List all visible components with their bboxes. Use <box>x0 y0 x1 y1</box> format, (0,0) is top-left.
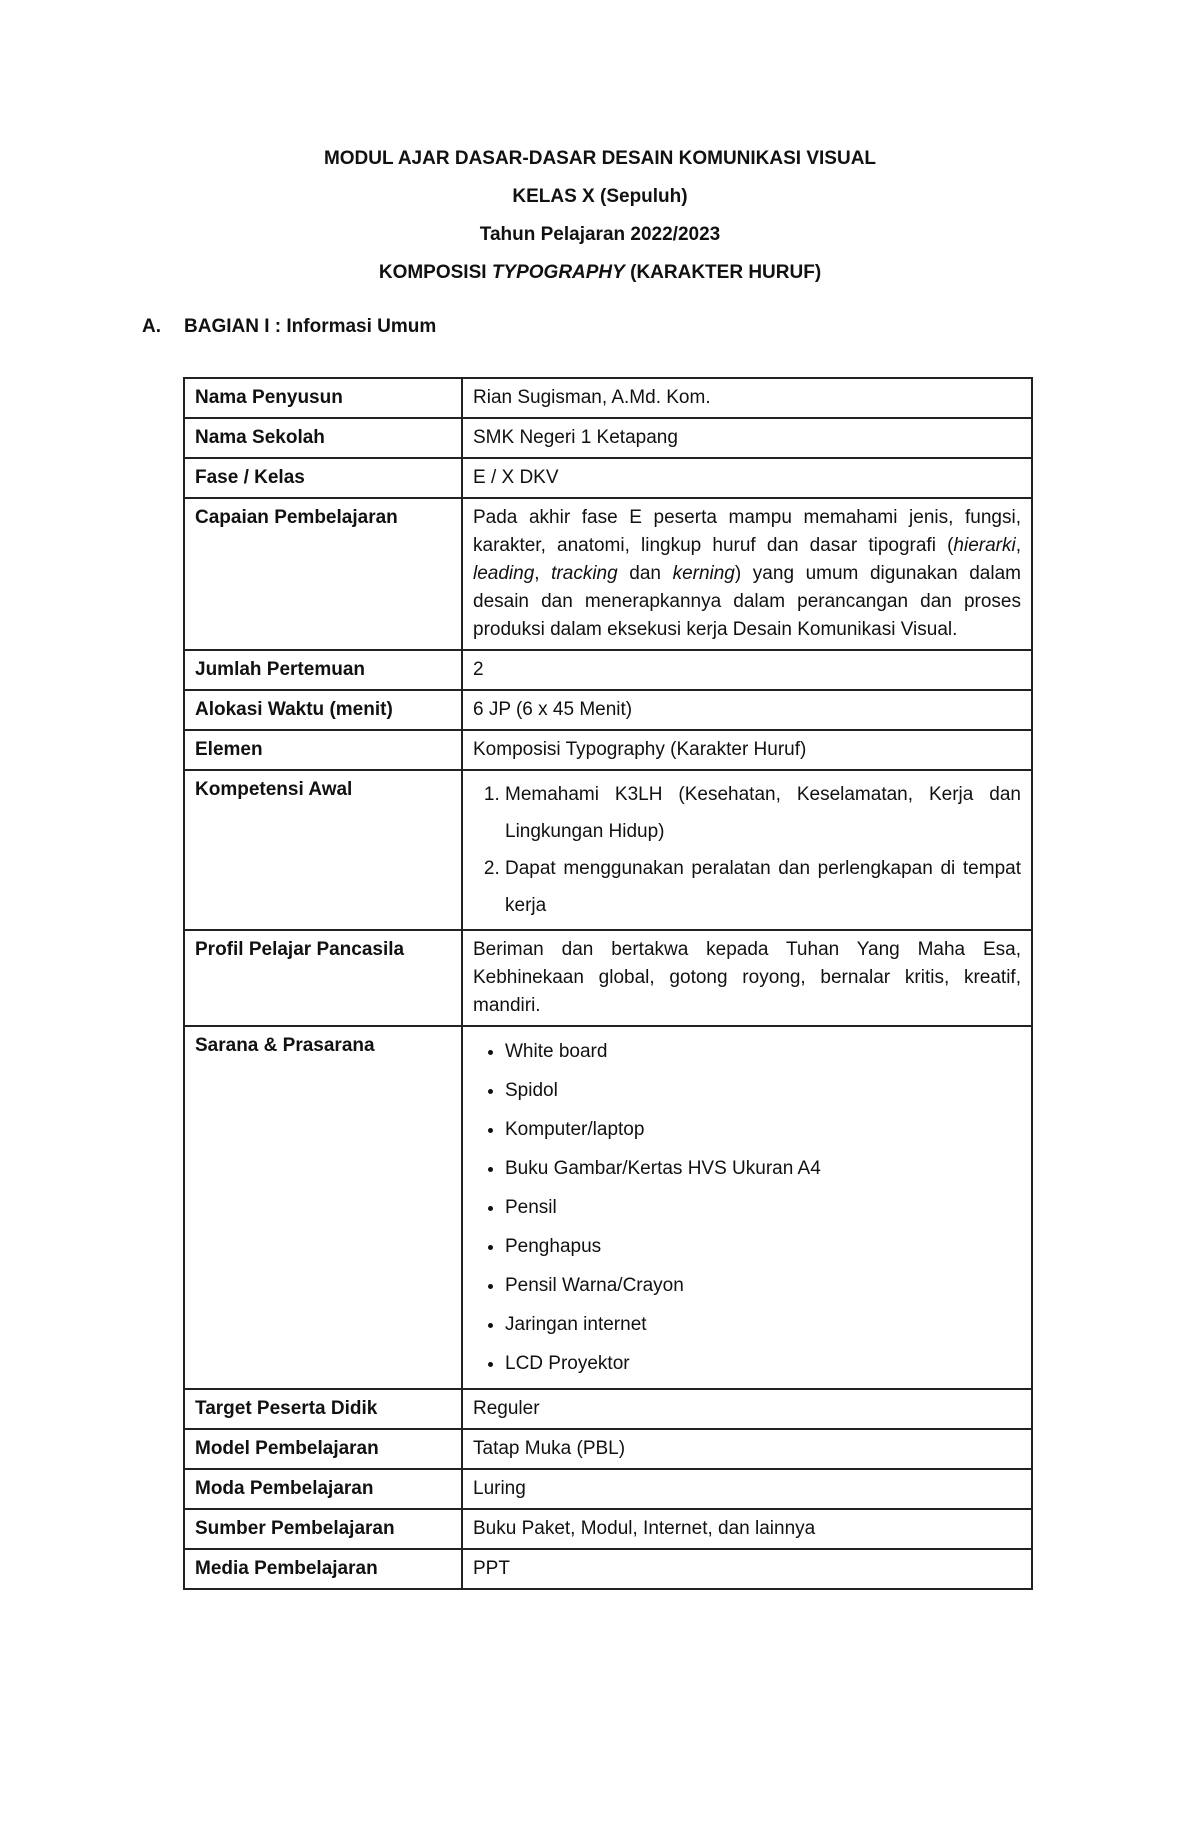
row-label: Alokasi Waktu (menit) <box>184 690 462 730</box>
row-label: Media Pembelajaran <box>184 1549 462 1589</box>
row-label: Elemen <box>184 730 462 770</box>
list-item: • Komputer/laptop <box>505 1110 1021 1149</box>
row-value: Reguler <box>462 1389 1032 1429</box>
list-item: • LCD Proyektor <box>505 1344 1021 1383</box>
list-item: 1. Memahami K3LH (Kesehatan, Keselamatan, Kerja dan Lingkungan Hidup) <box>505 776 1021 850</box>
row-value: Rian Sugisman, A.Md. Kom. <box>462 378 1032 418</box>
table-row <box>184 1469 1032 1509</box>
document-header <box>0 140 1200 292</box>
list-item: • Buku Gambar/Kertas HVS Ukuran A4 <box>505 1149 1021 1188</box>
capaian-part: , <box>534 563 552 584</box>
list-item: • Pensil <box>505 1188 1021 1227</box>
row-label: Sarana & Prasarana <box>184 1026 462 1389</box>
row-label: Nama Sekolah <box>184 418 462 458</box>
table-row <box>184 690 1032 730</box>
table-row <box>184 498 1032 650</box>
row-label: Nama Penyusun <box>184 378 462 418</box>
table-row <box>184 770 1032 930</box>
table-row <box>184 1389 1032 1429</box>
table-row <box>184 730 1032 770</box>
list-item: • Penghapus <box>505 1227 1021 1266</box>
row-label: Fase / Kelas <box>184 458 462 498</box>
table-row <box>184 418 1032 458</box>
row-value: 2 <box>462 650 1032 690</box>
class-label: KELAS X (Sepuluh) <box>512 186 688 207</box>
row-label: Profil Pelajar Pancasila <box>184 930 462 1026</box>
list-item: • Spidol <box>505 1071 1021 1110</box>
topic-title <box>0 254 1200 292</box>
capaian-part: ) yang umum digunakan dalam desain dan menerapkannya dalam perancangan dan proses produksi dalam eksekusi kerja Desain Komunikasi Visual. <box>473 563 1021 640</box>
table-row <box>184 378 1032 418</box>
row-label: Target Peserta Didik <box>184 1389 462 1429</box>
row-label: Capaian Pembelajaran <box>184 498 462 650</box>
row-label: Model Pembelajaran <box>184 1429 462 1469</box>
section-title: BAGIAN I : Informasi Umum <box>184 316 437 337</box>
row-value: Luring <box>462 1469 1032 1509</box>
capaian-part: Pada akhir fase E peserta mampu memahami jenis, fungsi, karakter, anatomi, lingkup huruf dan dasar tipografi ( <box>473 507 1021 556</box>
row-value: E / X DKV <box>462 458 1032 498</box>
row-value: SMK Negeri 1 Ketapang <box>462 418 1032 458</box>
section-heading <box>142 316 436 338</box>
row-value: Beriman dan bertakwa kepada Tuhan Yang Maha Esa, Kebhinekaan global, gotong royong, bernalar kritis, kreatif, mandiri. <box>462 930 1032 1026</box>
section-letter: A. <box>142 316 161 337</box>
row-value: Tatap Muka (PBL) <box>462 1429 1032 1469</box>
list-item: 2. Dapat menggunakan peralatan dan perlengkapan di tempat kerja <box>505 850 1021 924</box>
row-value: 6 JP (6 x 45 Menit) <box>462 690 1032 730</box>
capaian-term: leading <box>473 563 535 584</box>
topic-title-italic: TYPOGRAPHY <box>491 262 625 283</box>
kompetensi-list <box>473 776 1021 924</box>
capaian-term: hierarki <box>953 535 1016 556</box>
table-row <box>184 650 1032 690</box>
table-row <box>184 1026 1032 1389</box>
capaian-term: kerning <box>672 563 735 584</box>
capaian-term: tracking <box>551 563 618 584</box>
row-value: Buku Paket, Modul, Internet, dan lainnya <box>462 1509 1032 1549</box>
info-table <box>183 377 1033 1590</box>
document-title: MODUL AJAR DASAR-DASAR DESAIN KOMUNIKASI VISUAL <box>323 148 877 169</box>
list-item: • Pensil Warna/Crayon <box>505 1266 1021 1305</box>
table-row <box>184 1549 1032 1589</box>
academic-year: Tahun Pelajaran 2022/2023 <box>479 224 721 245</box>
list-item: • White board <box>505 1032 1021 1071</box>
row-value <box>462 770 1032 930</box>
row-label: Kompetensi Awal <box>184 770 462 930</box>
capaian-text <box>462 498 1032 650</box>
topic-title-pre: KOMPOSISI <box>378 262 492 283</box>
row-label: Jumlah Pertemuan <box>184 650 462 690</box>
capaian-part: , <box>1015 535 1021 556</box>
table-row <box>184 458 1032 498</box>
table-row <box>184 1509 1032 1549</box>
topic-title-post: (KARAKTER HURUF) <box>624 262 822 283</box>
row-value <box>462 1026 1032 1389</box>
row-value: PPT <box>462 1549 1032 1589</box>
row-value: Komposisi Typography (Karakter Huruf) <box>462 730 1032 770</box>
sarana-list <box>473 1032 1021 1383</box>
row-label: Moda Pembelajaran <box>184 1469 462 1509</box>
capaian-part: dan <box>617 563 673 584</box>
row-label: Sumber Pembelajaran <box>184 1509 462 1549</box>
table-row <box>184 930 1032 1026</box>
list-item: • Jaringan internet <box>505 1305 1021 1344</box>
table-row <box>184 1429 1032 1469</box>
